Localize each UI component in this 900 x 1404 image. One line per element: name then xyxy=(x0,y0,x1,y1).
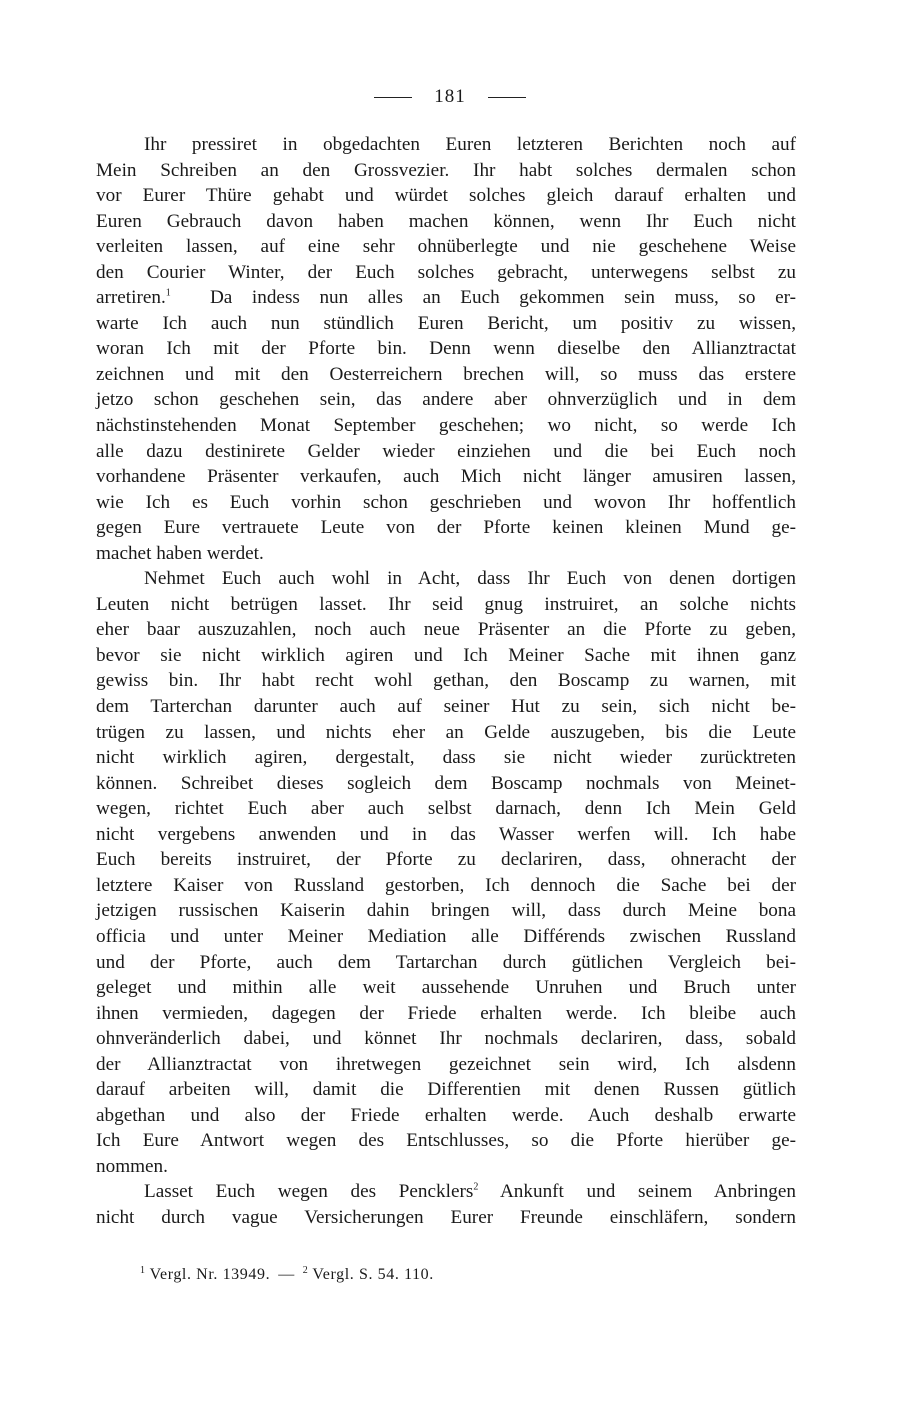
footnote-text: Vergl. Nr. 13949. xyxy=(149,1266,271,1284)
text-line: woran Ich mit der Pforte bin. Denn wenn dieselbe den Allianztractat xyxy=(96,338,796,360)
paragraph xyxy=(96,1179,796,1230)
text-line: nommen. xyxy=(96,1155,168,1177)
text-line: wie Ich es Euch vorhin schon geschrieben und wovon Ihr hoffentlich xyxy=(96,491,796,513)
text-line: alle dazu destinirete Gelder wieder einziehen und die bei Euch noch xyxy=(96,440,796,462)
footnote-reference: 2 xyxy=(473,1182,479,1194)
text-line: vorhandene Präsenter verkaufen, auch Mich nicht länger amusiren lassen, xyxy=(96,466,796,488)
text-line: zeichnen und mit den Oesterreichern brechen will, so muss das erstere xyxy=(96,363,796,385)
header-rule-right xyxy=(488,97,526,98)
text-line xyxy=(96,1179,796,1205)
text-line: Nehmet Euch auch wohl in Acht, dass Ihr Euch von denen dortigen xyxy=(144,568,796,590)
text-line: der Allianztractat von ihretwegen gezeichnet sein wird, Ich alsdenn xyxy=(96,1053,796,1075)
footnote-reference: 1 xyxy=(165,287,171,299)
text-line: wegen, richtet Euch aber auch selbst darnach, denn Ich Mein Geld xyxy=(96,798,796,820)
footnote-separator: — xyxy=(278,1266,295,1284)
text-line: gewiss bin. Ihr habt recht wohl gethan, den Boscamp zu warnen, mit xyxy=(96,670,796,692)
page-number: 181 xyxy=(434,86,466,107)
footnote-mark: 1 xyxy=(140,1265,146,1276)
text-line: dem Tarterchan darunter auch auf seiner Hut zu sein, sich nicht be- xyxy=(96,696,796,718)
paragraph xyxy=(96,566,796,1179)
text-line: trügen zu lassen, und nichts eher an Gelde auszugeben, bis die Leute xyxy=(96,721,796,743)
text-line: letztere Kaiser von Russland gestorben, Ich dennoch die Sache bei der xyxy=(96,874,796,896)
text-segment: Ankunft und seinem Anbringen xyxy=(499,1181,796,1203)
text-segment: arretiren. xyxy=(96,287,166,309)
text-line: bevor sie nicht wirklich agiren und Ich Meiner Sache mit ihnen ganz xyxy=(96,644,796,666)
text-line: abgethan und also der Friede erhalten werde. Auch deshalb erwarte xyxy=(96,1104,796,1126)
footnote-text: Vergl. S. 54. 110. xyxy=(312,1266,434,1284)
text-line: Euren Gebrauch davon haben machen können, wenn Ihr Euch nicht xyxy=(96,210,796,232)
text-line: und der Pforte, auch dem Tartarchan durch gütlichen Vergleich bei- xyxy=(96,951,796,973)
text-line: Ich Eure Antwort wegen des Entschlusses, so die Pforte hierüber ge- xyxy=(96,1130,796,1152)
footnotes xyxy=(140,1265,434,1284)
text-line: können. Schreibet dieses sogleich dem Boscamp nochmals von Meinet- xyxy=(96,772,796,794)
body-text xyxy=(96,132,796,1231)
text-line: officia und unter Meiner Mediation alle Différends zwischen Russland xyxy=(96,925,796,947)
text-line: geleget und mithin alle weit aussehende Unruhen und Bruch unter xyxy=(96,977,796,999)
footnote xyxy=(303,1266,434,1283)
page-header xyxy=(0,86,900,108)
text-line: nicht wirklich agiren, dergestalt, dass sie nicht wieder zurücktreten xyxy=(96,747,796,769)
text-line: ihnen vermieden, dagegen der Friede erhalten werde. Ich bleibe auch xyxy=(96,1002,796,1024)
text-line: Euch bereits instruiret, der Pforte zu declariren, dass, ohneracht der xyxy=(96,849,796,871)
text-line: ohnveränderlich dabei, und könnet Ihr nochmals declariren, dass, sobald xyxy=(96,1028,796,1050)
text-line: den Courier Winter, der Euch solches gebracht, unterwegens selbst zu xyxy=(96,261,796,283)
text-segment: Lasset Euch wegen des Pencklers xyxy=(144,1181,474,1203)
text-line: machet haben werdet. xyxy=(96,542,264,564)
text-line: darauf arbeiten will, damit die Differentien mit denen Russen gütlich xyxy=(96,1079,796,1101)
text-line: nächstinstehenden Monat September geschehen; wo nicht, so werde Ich xyxy=(96,415,796,437)
text-line: Ihr pressiret in obgedachten Euren letzteren Berichten noch auf xyxy=(144,134,796,155)
text-line: eher baar auszuzahlen, noch auch neue Präsenter an die Pforte zu geben, xyxy=(96,619,796,641)
text-line: jetzigen russischen Kaiserin dahin bringen will, dass durch Meine bona xyxy=(96,900,796,922)
text-line: nicht vergebens anwenden und in das Wasser werfen will. Ich habe xyxy=(96,823,796,845)
text-line xyxy=(96,285,796,311)
header-rule-left xyxy=(374,97,412,98)
footnote xyxy=(140,1266,270,1283)
text-line: gegen Eure vertrauete Leute von der Pforte keinen kleinen Mund ge- xyxy=(96,517,796,539)
text-line: Leuten nicht betrügen lasset. Ihr seid gnug instruiret, an solche nichts xyxy=(96,593,796,615)
text-line: verleiten lassen, auf eine sehr ohnüberlegte und nie geschehene Weise xyxy=(96,236,796,258)
text-line: Mein Schreiben an den Grossvezier. Ihr habt solches dermalen schon xyxy=(96,159,796,181)
footnote-mark: 2 xyxy=(302,1265,309,1276)
text-line: vor Eurer Thüre gehabt und würdet solches gleich darauf erhalten und xyxy=(96,185,796,207)
paragraph xyxy=(96,132,796,566)
text-line: jetzo schon geschehen sein, das andere aber ohnverzüglich und in dem xyxy=(96,389,796,411)
text-segment: Da indess nun alles an Euch gekommen sein muss, so er- xyxy=(209,287,796,309)
text-line: nicht durch vague Versicherungen Eurer Freunde einschläfern, sondern xyxy=(96,1206,796,1228)
text-line: warte Ich auch nun stündlich Euren Bericht, um positiv zu wissen, xyxy=(96,312,796,334)
